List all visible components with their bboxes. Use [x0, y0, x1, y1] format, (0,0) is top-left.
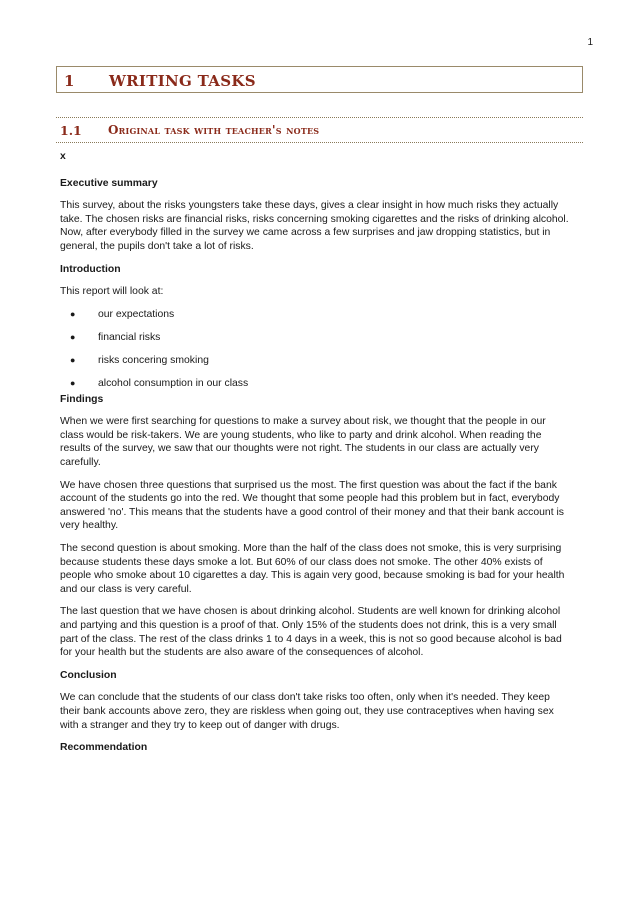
executive-summary-text: This survey, about the risks youngsters take these days, gives a clear insight in how much risks they actually take. The chosen risks are financial risks, risks concerning smoking cigarettes and the risks of drinking alcohol. Now, after everybody filled in the survey we came across a few surprises and jaw dropping statistics, but in general, the pupils don't take a lot of risks.	[60, 200, 569, 252]
list-item-text: alcohol consumption in our class	[98, 378, 249, 390]
list-item-text: risks concering smoking	[98, 354, 209, 366]
conclusion-heading: Conclusion	[60, 669, 117, 681]
heading-2-number: 1.1	[60, 123, 82, 138]
recommendation-heading: Recommendation	[60, 742, 148, 754]
findings-paragraph: The second question is about smoking. More than the half of the class does not smoke, this is very surprising because students these days smoke a lot. But 60% of our class does not smoke. The other 40% exists of people who smoke about 10 cigarettes a day. This is again very good, because smoking is bad for your health and our class is very careful.	[60, 542, 565, 595]
bullet-icon: ●	[70, 308, 76, 319]
list-item	[70, 354, 570, 368]
executive-summary-heading: Executive summary	[60, 177, 158, 189]
findings-heading: Findings	[60, 393, 104, 405]
introduction-heading: Introduction	[60, 263, 121, 275]
heading-1-title: WRITING TASKS	[109, 72, 256, 90]
bullet-icon: ●	[70, 378, 76, 389]
page-number: 1	[587, 37, 593, 48]
bullet-icon: ●	[70, 331, 76, 342]
marker-text: x	[60, 151, 66, 162]
conclusion-text: We can conclude that the students of our class don't take risks too often, only when it's needed. They keep their bank accounts above zero, they are riskless when going out, they use contraceptives when having sex with a stranger and they try to keep out of danger with drugs.	[60, 692, 554, 731]
heading-1-number: 1	[64, 72, 75, 90]
findings-paragraph: We have chosen three questions that surprised us the most. The first question was about the fact if the bank account of the students go into the red. We thought that some people had this problem but in fact, everybody answered 'no'. This means that the students have a good control of their money and that their bank account is very healthy.	[60, 479, 564, 532]
document-body	[60, 150, 570, 764]
heading-2	[56, 117, 583, 143]
introduction-lead: This report will look at:	[60, 286, 164, 298]
list-item	[70, 377, 570, 391]
findings-paragraph: When we were first searching for questions to make a survey about risk, we thought that the people in our class would be risk-takers. We are young students, who like to party and drink alcohol. When reading the results of the survey, we saw that our thoughts were not right. The students in our class are actually very carefully.	[60, 416, 546, 468]
list-item	[70, 331, 570, 345]
introduction-list	[60, 308, 570, 391]
bullet-icon: ●	[70, 354, 76, 365]
list-item-text: financial risks	[98, 331, 161, 343]
findings-paragraph: The last question that we have chosen is about drinking alcohol. Students are well known for drinking alcohol and partying and this question is a proof of that. Only 15% of the students does not drink, this is a very small part of the class. The rest of the class drinks 1 to 4 days in a week, this is not so good because alcohol is bad for your health but the students are also aware of the consequences of alcohol.	[60, 606, 562, 659]
heading-1	[56, 66, 583, 93]
list-item	[70, 308, 570, 322]
list-item-text: our expectations	[98, 308, 175, 320]
heading-2-title: Original task with teacher's notes	[108, 123, 320, 137]
